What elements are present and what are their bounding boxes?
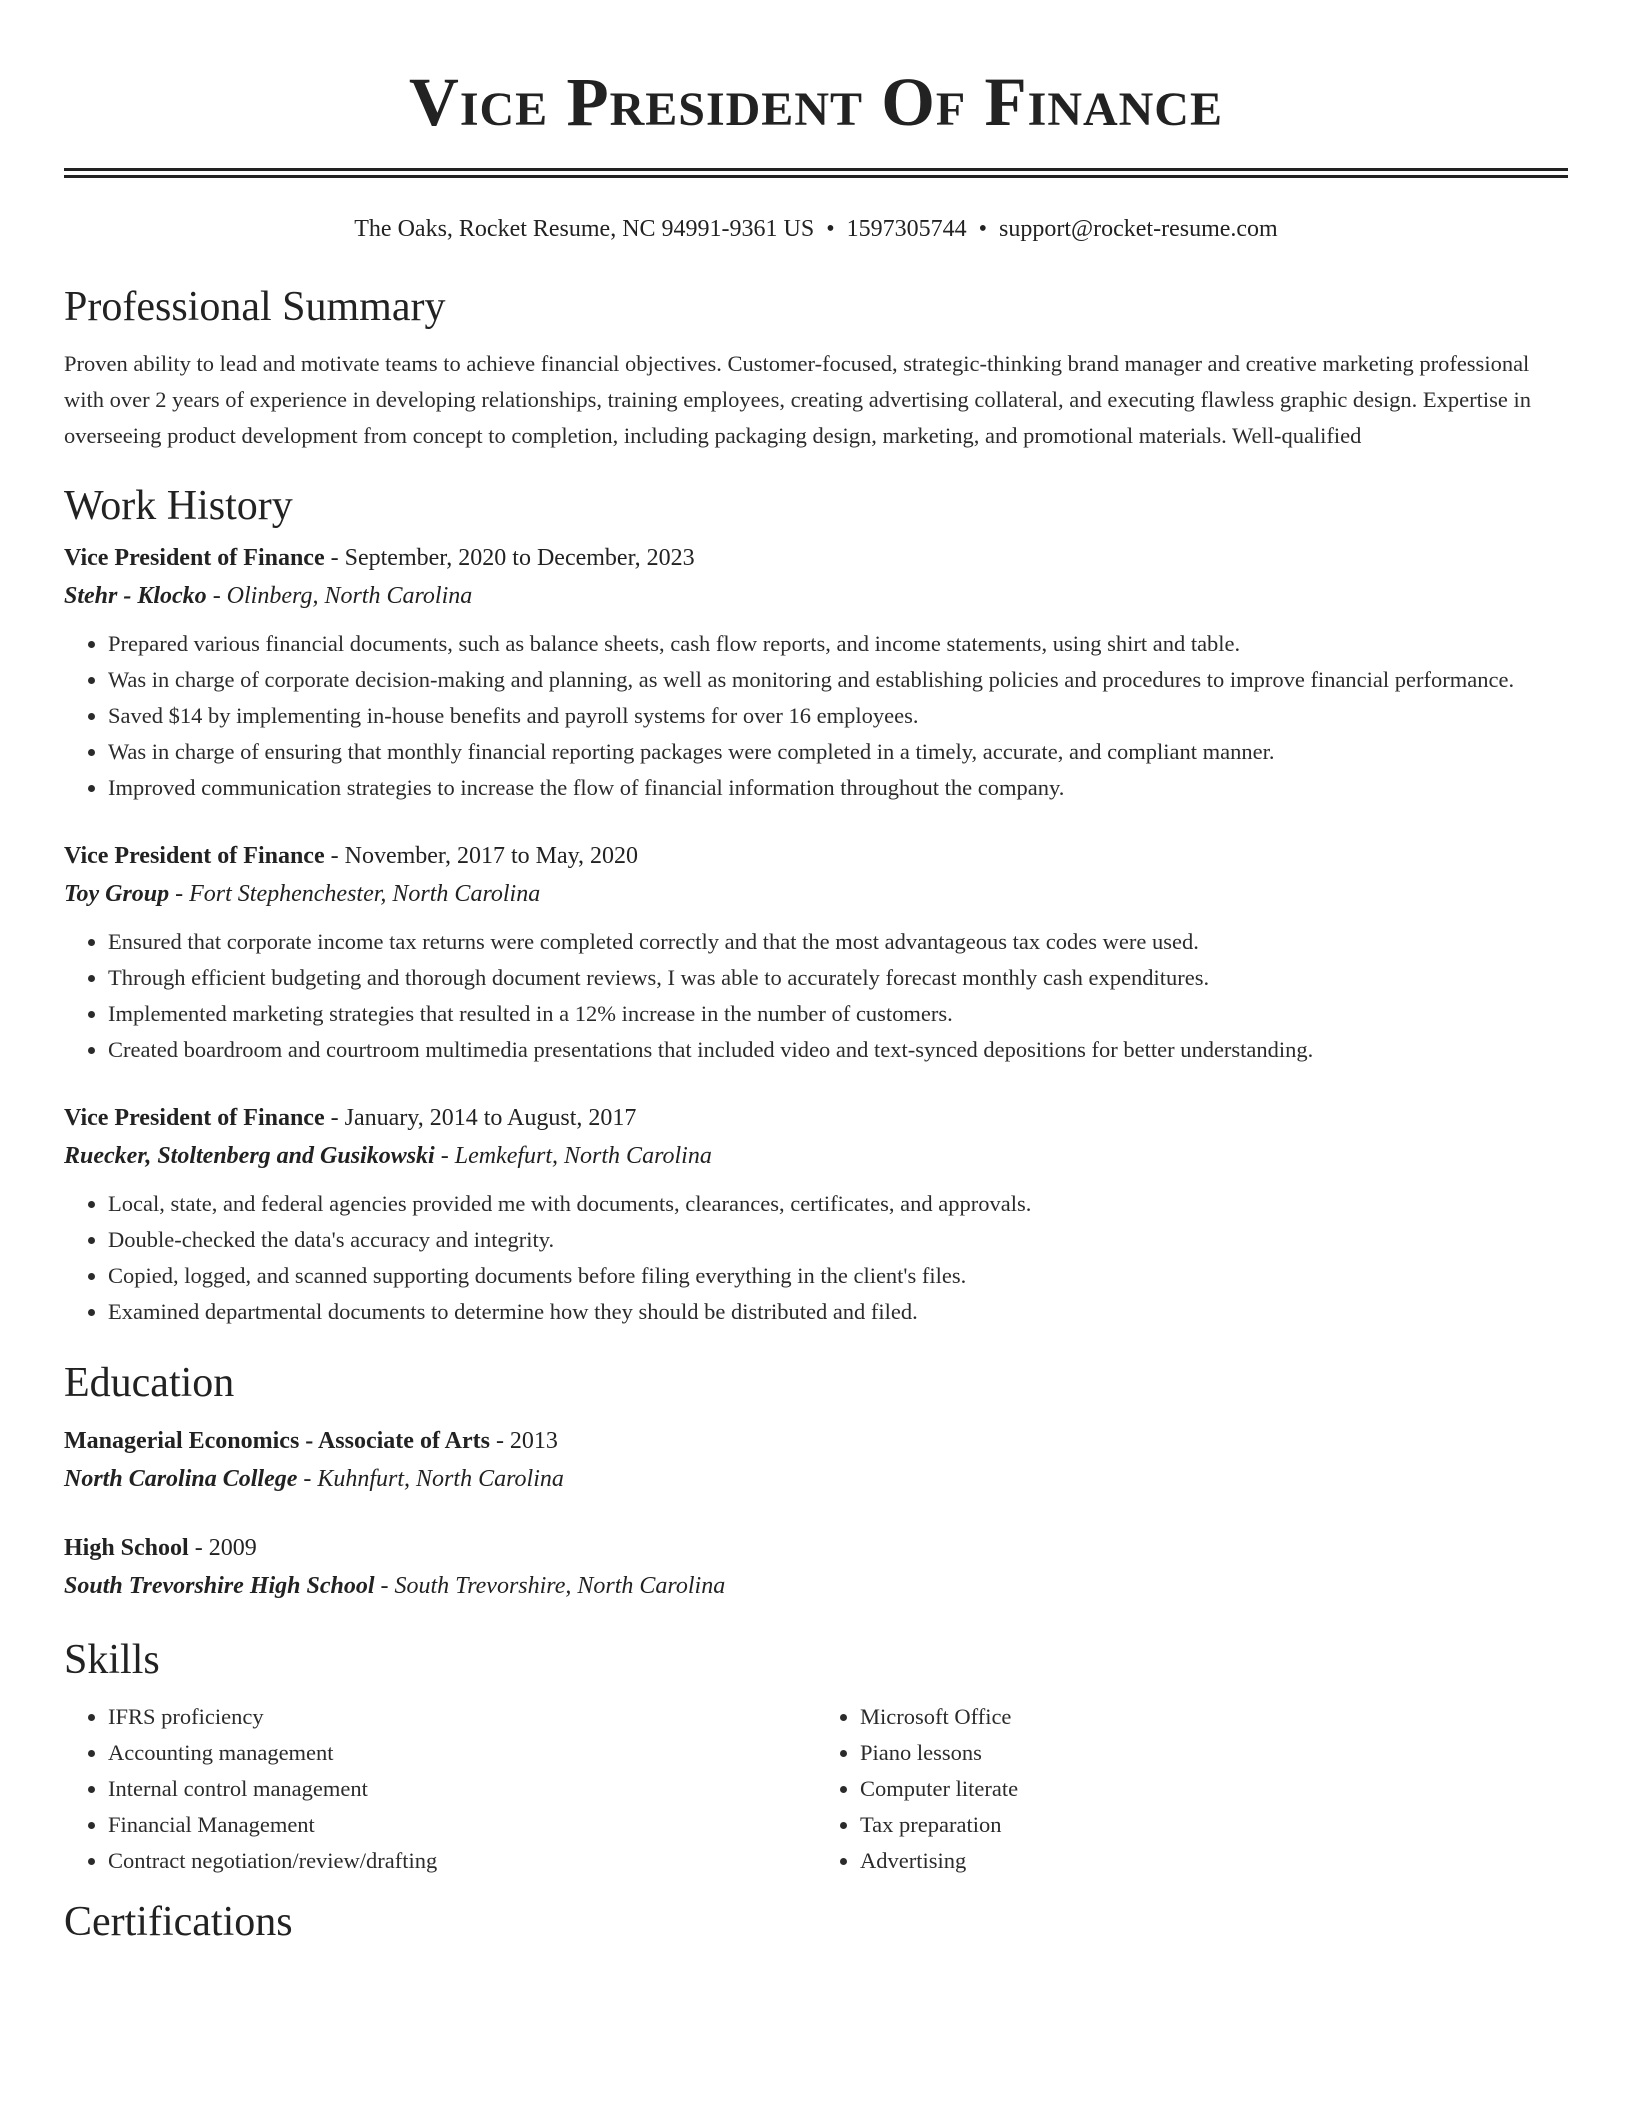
education-degree-line (64, 1422, 1568, 1460)
education-school: South Trevorshire High School (64, 1573, 375, 1599)
job-bullet: • Through efficient budgeting and thorough document reviews, I was able to accurately forecast monthly cash expenditures. (108, 960, 1568, 996)
skill-item: • Tax preparation (860, 1807, 1568, 1843)
education-degree-line (64, 1529, 1568, 1567)
job-title: Vice President of Finance (64, 545, 325, 571)
job-title: Vice President of Finance (64, 843, 325, 869)
summary-text: Proven ability to lead and motivate teams to achieve financial objectives. Customer-focused, strategic-thinking brand manager and creative marketing professional with over 2 years of experience in developing relationships, training employees, creating advertising collateral, and executing flawless graphic design. Expertise in overseeing product development from concept to completion, including packaging design, marketing, and promotional materials. Well-qualified (64, 351, 1532, 448)
skill-item: • Microsoft Office (860, 1699, 1568, 1735)
skill-item: • Computer literate (860, 1771, 1568, 1807)
job-bullets (64, 626, 1568, 806)
job-location: - Lemkefurt, North Carolina (434, 1143, 712, 1169)
skill-item: • Contract negotiation/review/drafting (108, 1843, 816, 1879)
job-company: Stehr - Klocko (64, 583, 207, 609)
skill-item: • Accounting management (108, 1735, 816, 1771)
job-company: Toy Group (64, 881, 170, 907)
job-entry (64, 539, 1568, 806)
job-title: Vice President of Finance (64, 1105, 325, 1131)
job-entry (64, 837, 1568, 1068)
education-school-line (64, 1567, 1568, 1605)
education-degree: High School (64, 1535, 189, 1561)
job-company-line (64, 1137, 1568, 1175)
work-history-section (64, 481, 1568, 1330)
contact-separator: • (978, 216, 988, 242)
job-dates: - January, 2014 to August, 2017 (324, 1105, 637, 1131)
education-heading: Education (64, 1360, 235, 1406)
contact-email: support@rocket-resume.com (999, 216, 1278, 242)
education-entry (64, 1529, 1568, 1605)
job-bullet: • Was in charge of ensuring that monthly financial reporting packages were completed in a timely, accurate, and compliant manner. (108, 734, 1568, 770)
skill-item: • Advertising (860, 1843, 1568, 1879)
job-bullet: • Double-checked the data's accuracy and integrity. (108, 1222, 1568, 1258)
job-bullet: • Implemented marketing strategies that resulted in a 12% increase in the number of customers. (108, 996, 1568, 1032)
contact-address: The Oaks, Rocket Resume, NC 94991-9361 US (354, 216, 815, 242)
job-bullet: • Improved communication strategies to increase the flow of financial information throughout the company. (108, 770, 1568, 806)
summary-heading: Professional Summary (64, 284, 446, 330)
job-dates: - November, 2017 to May, 2020 (324, 843, 639, 869)
skills-heading: Skills (64, 1637, 160, 1683)
education-entry (64, 1422, 1568, 1498)
skill-item: • Piano lessons (860, 1735, 1568, 1771)
skills-columns (64, 1699, 1568, 1879)
work-history-heading: Work History (64, 483, 293, 529)
job-location: - Olinberg, North Carolina (206, 583, 473, 609)
certifications-section (64, 1897, 1568, 1947)
education-section (64, 1358, 1568, 1605)
education-school-line (64, 1460, 1568, 1498)
job-bullet: • Saved $14 by implementing in-house benefits and payroll systems for over 16 employees. (108, 698, 1568, 734)
skills-list-left (64, 1699, 816, 1879)
job-bullet: • Created boardroom and courtroom multimedia presentations that included video and text-synced depositions for better understanding. (108, 1032, 1568, 1068)
job-dates: - September, 2020 to December, 2023 (324, 545, 695, 571)
education-school: North Carolina College (64, 1466, 298, 1492)
education-location: - South Trevorshire, North Carolina (374, 1573, 726, 1599)
certifications-heading: Certifications (64, 1899, 293, 1945)
skill-item: • Internal control management (108, 1771, 816, 1807)
contact-separator: • (826, 216, 835, 242)
skills-list-right (816, 1699, 1568, 1879)
contact-line (64, 214, 1568, 244)
education-year: - 2009 (188, 1535, 257, 1561)
job-entry (64, 1099, 1568, 1330)
job-bullets (64, 1186, 1568, 1330)
job-location: - Fort Stephenchester, North Carolina (169, 881, 541, 907)
job-title-line (64, 837, 1568, 875)
header-divider (64, 168, 1568, 178)
job-bullet: • Local, state, and federal agencies provided me with documents, clearances, certificates, and approvals. (108, 1186, 1568, 1222)
job-bullet: • Ensured that corporate income tax returns were completed correctly and that the most advantageous tax codes were used. (108, 924, 1568, 960)
job-bullet: • Prepared various financial documents, such as balance sheets, cash flow reports, and income statements, using shirt and table. (108, 626, 1568, 662)
contact-phone: 1597305744 (846, 216, 967, 242)
skill-item: • Financial Management (108, 1807, 816, 1843)
education-location: - Kuhnfurt, North Carolina (297, 1466, 564, 1492)
job-title-line (64, 1099, 1568, 1137)
job-title-line (64, 539, 1568, 577)
job-bullets (64, 924, 1568, 1068)
job-bullet: • Copied, logged, and scanned supporting documents before filing everything in the client's files. (108, 1258, 1568, 1294)
job-bullet: • Was in charge of corporate decision-making and planning, as well as monitoring and establishing policies and procedures to improve financial performance. (108, 662, 1568, 698)
job-company-line (64, 875, 1568, 913)
job-bullet: • Examined departmental documents to determine how they should be distributed and filed. (108, 1294, 1568, 1330)
education-year: - 2013 (489, 1428, 558, 1454)
skill-item: • IFRS proficiency (108, 1699, 816, 1735)
education-degree: Managerial Economics - Associate of Arts (64, 1428, 490, 1454)
job-company: Ruecker, Stoltenberg and Gusikowski (64, 1143, 435, 1169)
skills-section (64, 1635, 1568, 1879)
summary-section (64, 282, 1568, 454)
resume-title: Vice President Of Finance (409, 64, 1223, 140)
job-company-line (64, 577, 1568, 615)
